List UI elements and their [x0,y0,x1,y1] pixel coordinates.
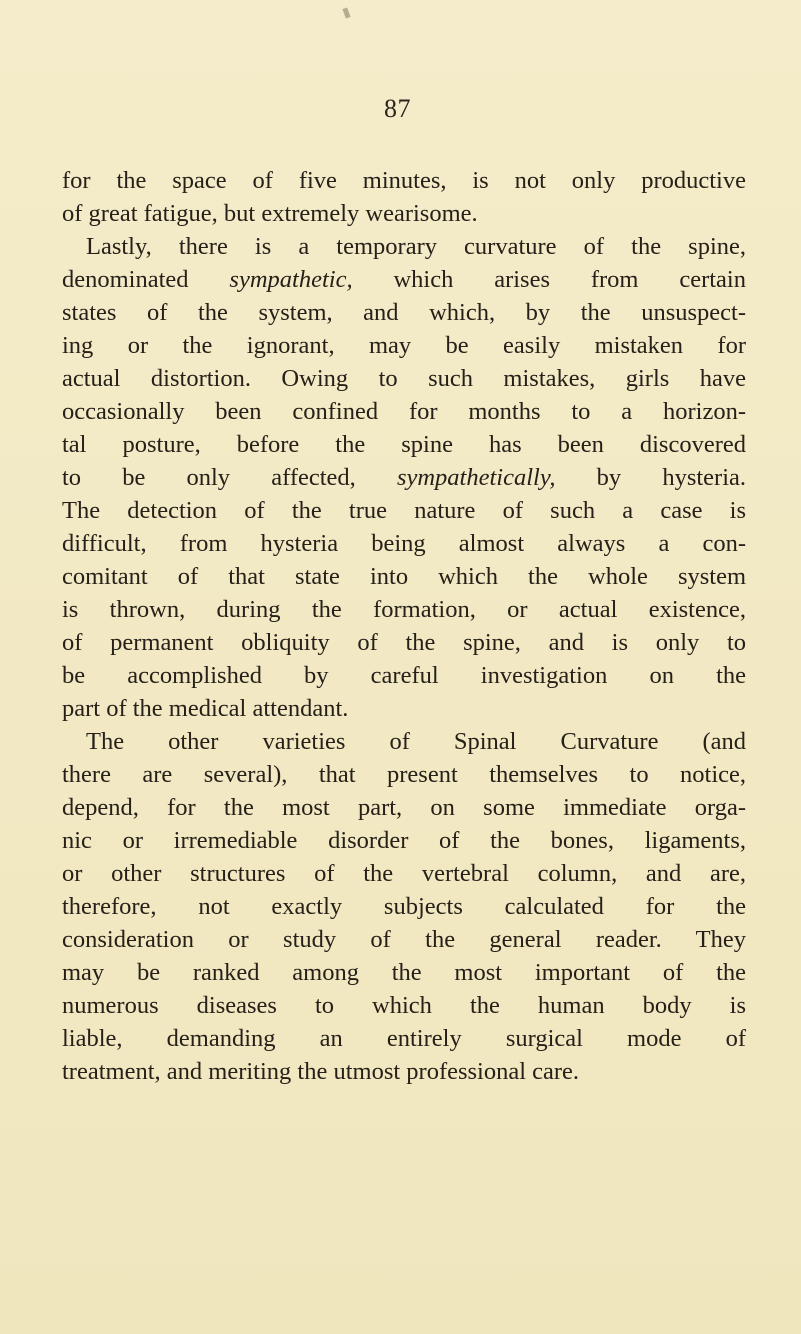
text-line: actual distortion. Owing to such mistakes, girls have [62,365,746,392]
text-line: Lastly, there is a temporary curvature of the spine, [86,233,746,260]
text-line: be accomplished by careful investigation on the [62,662,746,689]
text-line: of permanent obliquity of the spine, and is only to [62,629,746,656]
text-line: consideration or study of the general reader. They [62,926,746,953]
text-line: depend, for the most part, on some immediate orga- [62,794,746,821]
text-line: nic or irremediable disorder of the bones, ligaments, [62,827,746,854]
text-line: comitant of that state into which the whole system [62,563,746,590]
text-line: occasionally been confined for months to a horizon- [62,398,746,425]
text-line: may be ranked among the most important of the [62,959,746,986]
text-line: The other varieties of Spinal Curvature (and [86,728,746,755]
page-number: 87 [384,94,411,123]
text-line: treatment, and meriting the utmost professional care. [62,1058,580,1085]
text-line: liable, demanding an entirely surgical mode of [62,1025,746,1052]
text-line: difficult, from hysteria being almost always a con- [62,530,746,557]
body-text [62,164,746,1088]
text-line: numerous diseases to which the human body is [62,992,746,1019]
text-line: to be only affected, sympathetically, by hysteria. [62,464,747,491]
text-line: The detection of the true nature of such a case is [62,497,746,524]
text-line: ing or the ignorant, may be easily mistaken for [62,332,746,359]
text-line: for the space of five minutes, is not only productive [62,167,746,194]
text-line: tal posture, before the spine has been discovered [62,431,746,458]
text-line: therefore, not exactly subjects calculated for the [62,893,746,920]
text-line: is thrown, during the formation, or actual existence, [62,596,746,623]
text-line: denominated sympathetic, which arises from certain [62,266,746,293]
text-line: or other structures of the vertebral column, and are, [62,860,746,887]
text-line: of great fatigue, but extremely wearisome. [62,200,478,227]
text-line: states of the system, and which, by the unsuspect- [62,299,746,326]
paper-speck [342,7,350,18]
text-line: there are several), that present themselves to notice, [62,761,746,788]
text-line: part of the medical attendant. [62,695,349,722]
